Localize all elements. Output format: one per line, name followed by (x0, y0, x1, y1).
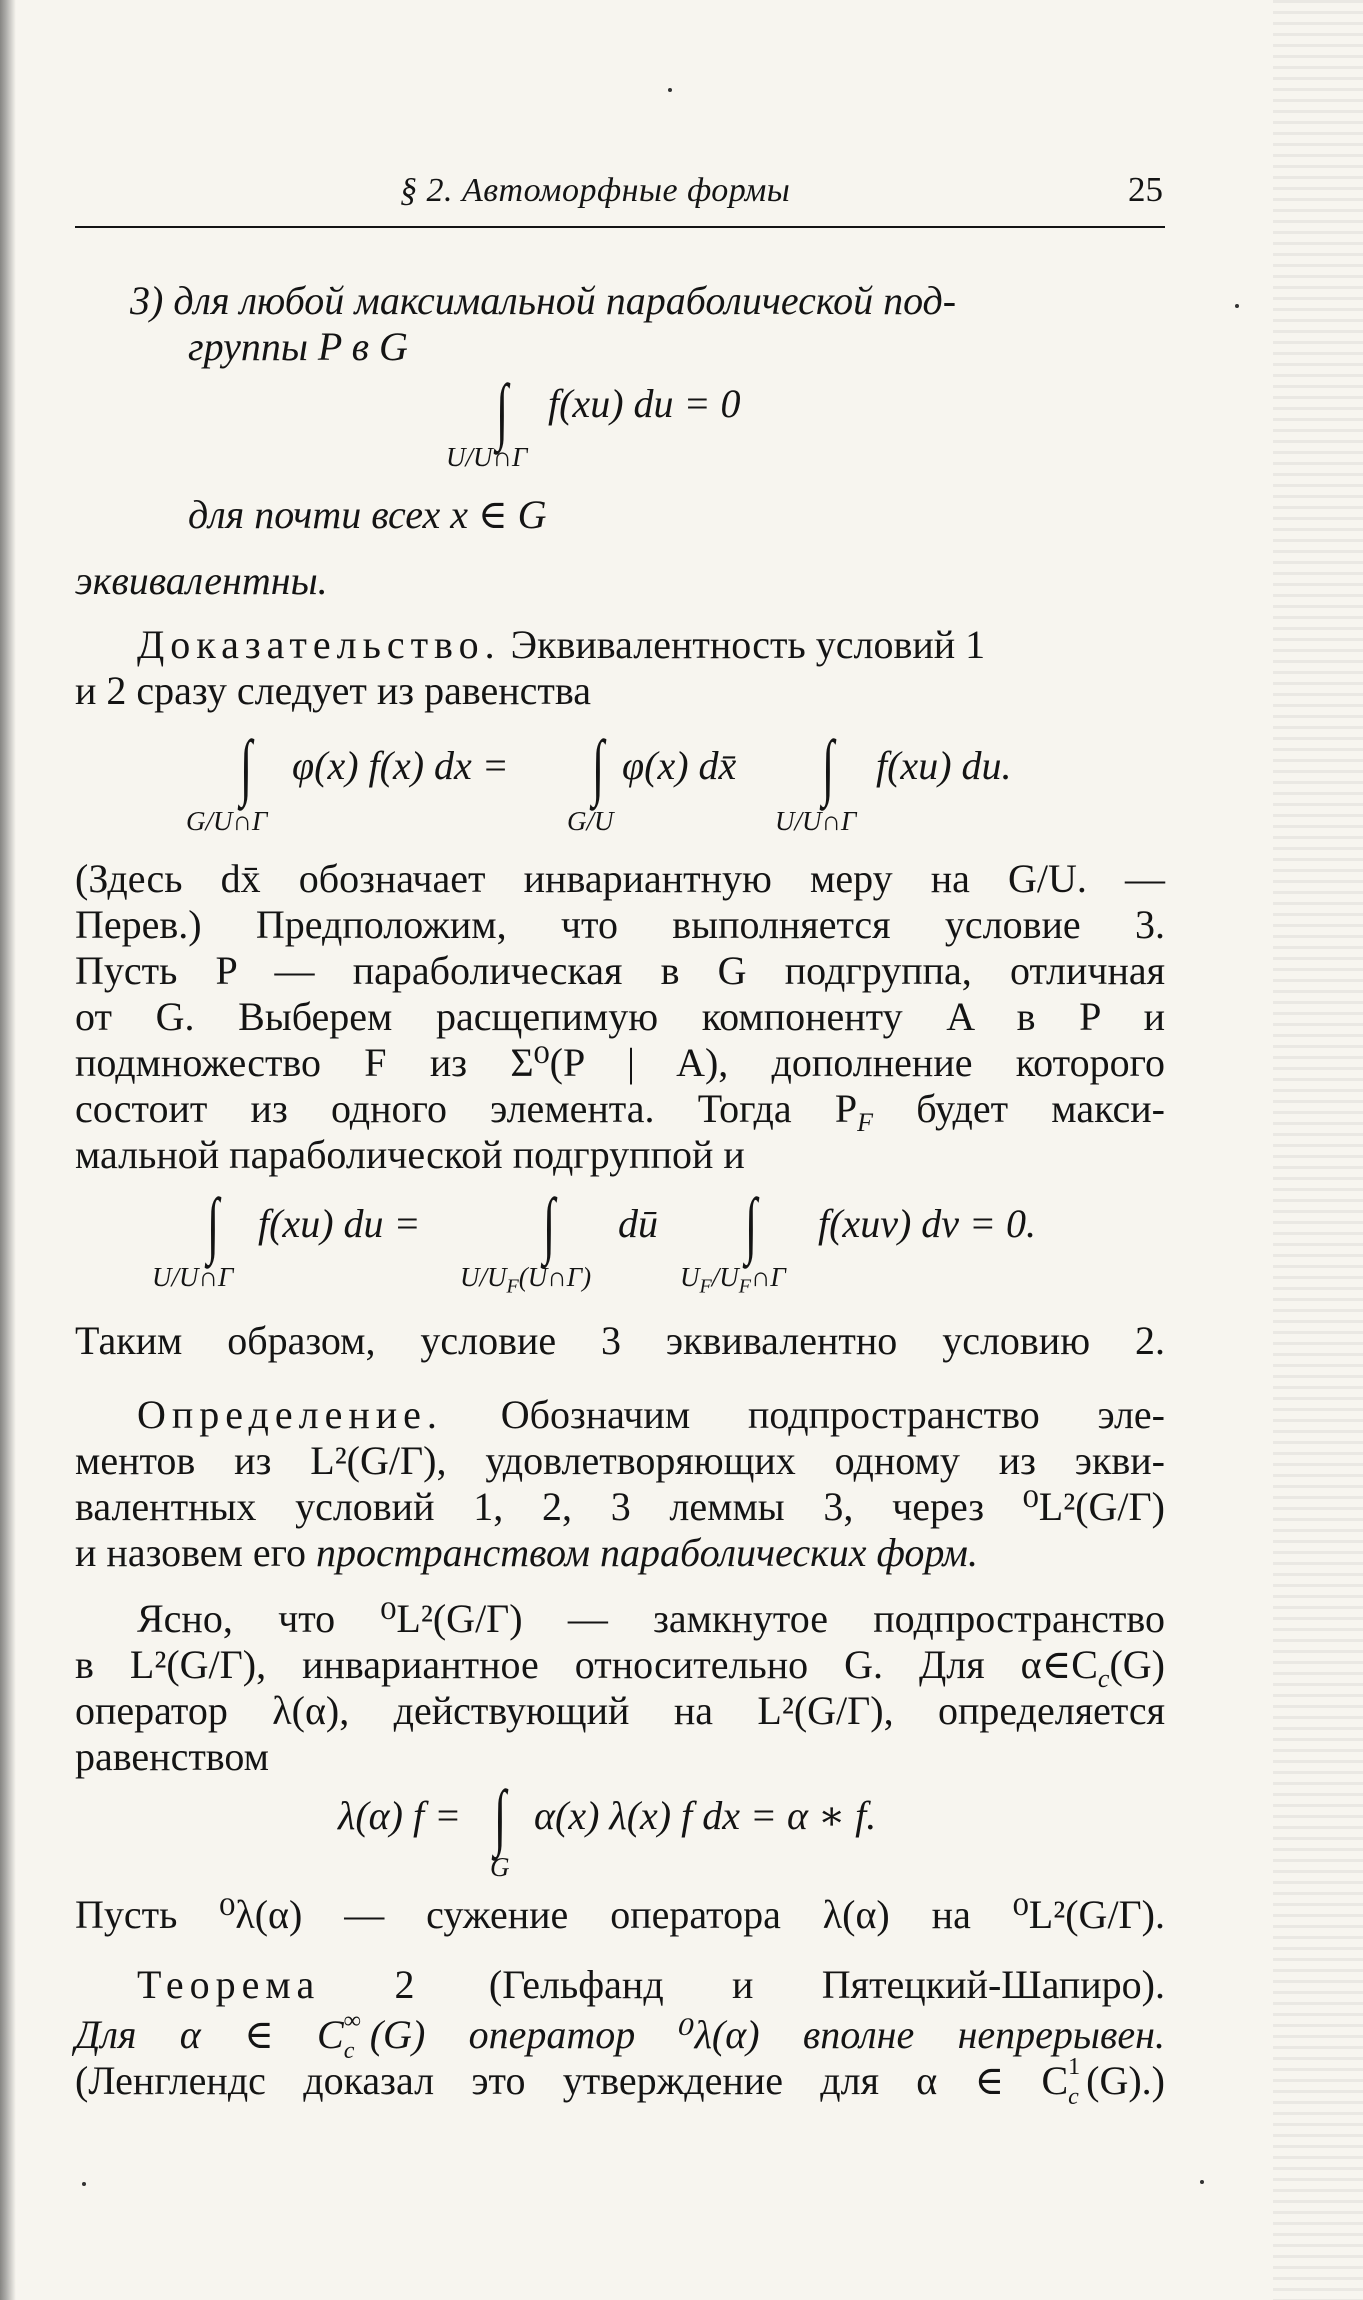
proof-para-line6-text: состоит из одного элемента. Тогда P (75, 1086, 858, 1131)
proof-conclusion: Таким образом, условие 3 эквивалентно условию 2. (75, 1318, 1165, 1363)
definition-line2: ментов из L²(G/Γ), удовлетворяющих одному из экви- (75, 1438, 1165, 1483)
condition3-line3: для почти всех x ∈ G (188, 492, 547, 537)
clear-line2-tail: (G) (1109, 1642, 1165, 1687)
clear-restriction: Пусть ⁰λ(α) — сужение оператора λ(α) на ⁰L²(G/Γ). (75, 1892, 1165, 1937)
proof-para-line6-tail: будет макси- (873, 1086, 1165, 1131)
print-speck (668, 88, 672, 92)
proof-line1 (137, 622, 985, 668)
print-speck (1235, 304, 1239, 308)
formula2-mid-subscript-F: F (506, 1275, 519, 1298)
theorem-line2-tail: (G) оператор ⁰λ(α) вполне непрерывен. (369, 2012, 1165, 2057)
formula2-right-subscript-c: ∩Γ (750, 1262, 786, 1292)
print-speck (1200, 2180, 1204, 2184)
theorem-line2-superscript: ∞ (343, 2008, 361, 2034)
integral-sign: ∫ (494, 1776, 507, 1858)
integral-sign: ∫ (240, 726, 253, 808)
clear-formula-left: λ(α) f = (338, 1793, 462, 1838)
definition-line3: валентных условий 1, 2, 3 леммы 3, через ⁰L²(G/Γ) (75, 1484, 1165, 1529)
formula2-right-integrand: f(xuv) dv = 0. (818, 1201, 1037, 1246)
proof-para-line7: мальной параболической подгруппой и (75, 1132, 745, 1177)
theorem-line2-subscript: c (343, 2038, 355, 2064)
formula2-mid-integrand: dū (618, 1201, 658, 1246)
theorem-line1 (137, 1962, 1165, 2008)
formula2-right-subscript (680, 1262, 786, 1298)
running-header-title: § 2. Автоморфные формы (400, 172, 791, 209)
clear-line2-subscript: c (1097, 1664, 1110, 1693)
condition3-formula-subscript: U/U∩Γ (446, 442, 528, 472)
header-rule (75, 226, 1165, 228)
formula1-left-integrand: φ(x) f(x) dx = (292, 743, 509, 788)
formula2-right-subscript-F2: F (738, 1275, 751, 1298)
condition3-conclusion: эквивалентны. (75, 558, 328, 603)
theorem-line1-text: (Гельфанд и Пятецкий-Шапиро). (420, 1962, 1165, 2007)
theorem-line3 (75, 2054, 1165, 2110)
theorem-label: Теорема 2 (137, 1962, 421, 2007)
formula1-left-subscript: G/U∩Γ (186, 806, 268, 836)
theorem-line2-script (343, 2008, 370, 2064)
theorem-line3-text: (Ленглендс доказал это утверждение для α ∈ C (75, 2058, 1069, 2103)
formula1-right-subscript: U/U∩Γ (775, 806, 857, 836)
subscript-F: F (857, 1108, 873, 1137)
integral-sign: ∫ (207, 1184, 220, 1266)
formula2-right-subscript-F1: F (699, 1275, 712, 1298)
clear-formula-integrand: α(x) λ(x) f dx = α ∗ f. (534, 1793, 877, 1838)
condition3-line2: группы P в G (188, 324, 408, 369)
proof-para-line4: от G. Выберем расщепимую компоненту A в P и (75, 994, 1165, 1039)
definition-line1 (137, 1392, 1165, 1438)
proof-para-line5: подмножество F из Σ⁰(P | A), дополнение которого (75, 1040, 1165, 1085)
print-speck (82, 2182, 86, 2186)
condition3-line1: 3) для любой максимальной параболической под- (130, 278, 957, 323)
condition3-formula: f(xu) du = 0 (548, 381, 741, 426)
theorem-line3-tail: (G).) (1086, 2058, 1165, 2103)
theorem-line3-superscript: 1 (1068, 2054, 1081, 2080)
integral-sign: ∫ (496, 370, 509, 452)
proof-para-line3: Пусть P — параболическая в G подгруппа, отличная (75, 948, 1165, 993)
theorem-line2 (75, 2008, 1165, 2064)
proof-para-line1: (Здесь dx̄ обозначает инвариантную меру на G/U. — (75, 856, 1165, 901)
theorem-line3-script (1068, 2054, 1086, 2110)
formula2-mid-subscript-tail: (U∩Γ) (518, 1262, 592, 1292)
clear-line1: Ясно, что ⁰L²(G/Γ) — замкнутое подпространство (137, 1596, 1165, 1641)
page-number: 25 (1128, 170, 1163, 209)
definition-line4 (75, 1530, 978, 1576)
formula2-right-subscript-a: U (680, 1262, 700, 1292)
formula1-mid-integrand: φ(x) dx̄ (622, 743, 737, 788)
definition-line1-text: Обозначим подпространство эле- (442, 1392, 1165, 1437)
theorem-line2-text: Для α ∈ C (75, 2012, 344, 2057)
proof-para-line2: Перев.) Предположим, что выполняется условие 3. (75, 902, 1165, 947)
formula2-mid-subscript-text: U/U (460, 1262, 507, 1292)
definition-line4-start: и назовем его (75, 1530, 317, 1575)
clear-line2-text: в L²(G/Γ), инвариантное относительно G. Для α∈C (75, 1642, 1098, 1687)
integral-sign: ∫ (543, 1184, 556, 1266)
clear-line4: равенством (75, 1734, 269, 1779)
definition-label: Определение. (137, 1392, 443, 1437)
formula1-mid-subscript: G/U (567, 806, 614, 836)
clear-formula-subscript: G (490, 1852, 510, 1882)
integral-sign: ∫ (745, 1184, 758, 1266)
formula1-right-integrand: f(xu) du. (876, 743, 1012, 788)
integral-sign: ∫ (822, 726, 835, 808)
proof-line2: и 2 сразу следует из равенства (75, 668, 591, 713)
integral-sign: ∫ (592, 726, 605, 808)
proof-line1-text: Эквивалентность условий 1 (500, 622, 986, 667)
formula2-left-subscript: U/U∩Γ (152, 1262, 234, 1292)
formula2-right-subscript-b: /U (711, 1262, 739, 1292)
formula2-mid-subscript (460, 1262, 591, 1298)
clear-line3: оператор λ(α), действующий на L²(G/Γ), определяется (75, 1688, 1165, 1733)
formula2-left-integrand: f(xu) du = (258, 1201, 421, 1246)
proof-label: Доказательство. (137, 622, 501, 667)
definition-term: пространством параболических форм. (316, 1530, 978, 1575)
theorem-line3-subscript: c (1068, 2084, 1079, 2110)
